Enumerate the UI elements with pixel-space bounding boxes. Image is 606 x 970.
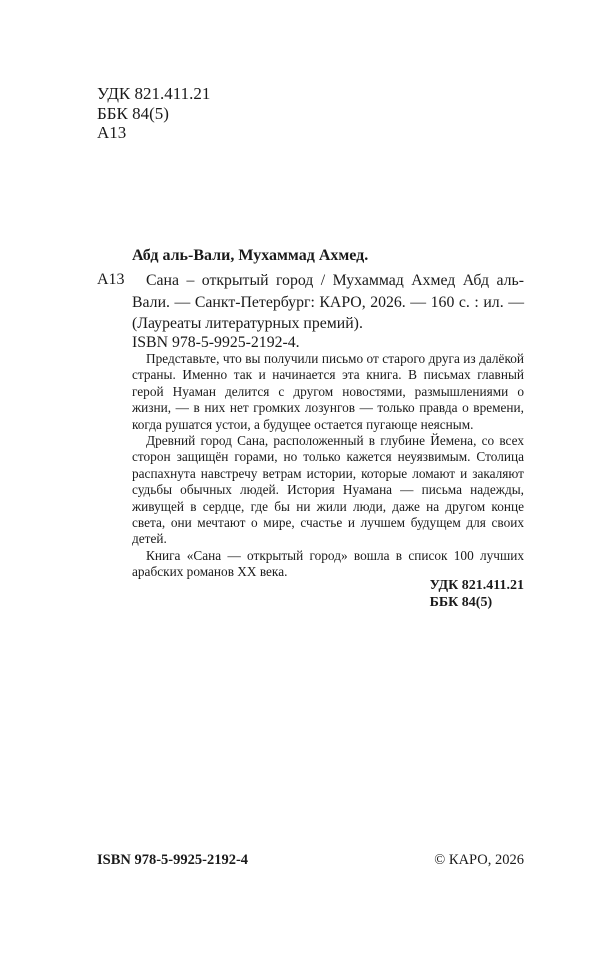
codes-right-block: [430, 577, 524, 611]
author-sign-code: А13: [97, 123, 127, 142]
udk-code: УДК 821.411.21: [97, 84, 211, 103]
annotation: [132, 351, 524, 581]
classification-block: [97, 84, 210, 143]
isbn-line: ISBN 978-5-9925-2192-4.: [132, 334, 300, 351]
bbk-code-right: ББК 84(5): [429, 595, 493, 610]
author-heading: Абд аль-Вали, Мухаммад Ахмед.: [132, 247, 369, 264]
footer-isbn: ISBN 978-5-9925-2192-4: [97, 852, 249, 868]
annotation-paragraph: Книга «Сана — открытый город» вошла в список 100 лучших арабских романов XX века.: [132, 547, 524, 580]
annotation-paragraph: Древний город Сана, расположенный в глубине Йемена, со всех сторон защищён горами, но только кажется неуязвимым. Столица распахнута навстречу ветрам истории, которые ломают и закаляют судьбы обычных людей. История Нуамана — письма надежды, живущей в сердце, где бы ни жили люди, даже на другом конце света, они мечтают о мире, счастье и лучшем будущем для своих детей.: [132, 433, 524, 547]
annotation-paragraph: Представьте, что вы получили письмо от старого друга из далёкой страны. Именно так и начинается эта книга. В письмах главный герой Нуаман делится с другом новостями, размышлениями о жизни, — в них нет громких лозунгов — только правда о времени, когда рушатся устои, а будущее остается пугающе неясным.: [132, 351, 524, 432]
bibliographic-description: Сана – открытый город / Мухаммад Ахмед Абд аль-Вали. — Санкт-Петербург: КАРО, 2026. — 160 с. : ил. — (Лауреаты литературных премий).: [132, 272, 524, 332]
footer-copyright: © КАРО, 2026: [434, 852, 524, 868]
author-code: А13: [97, 271, 125, 288]
bbk-code: ББК 84(5): [97, 103, 169, 123]
udk-code-right: УДК 821.411.21: [429, 578, 524, 593]
